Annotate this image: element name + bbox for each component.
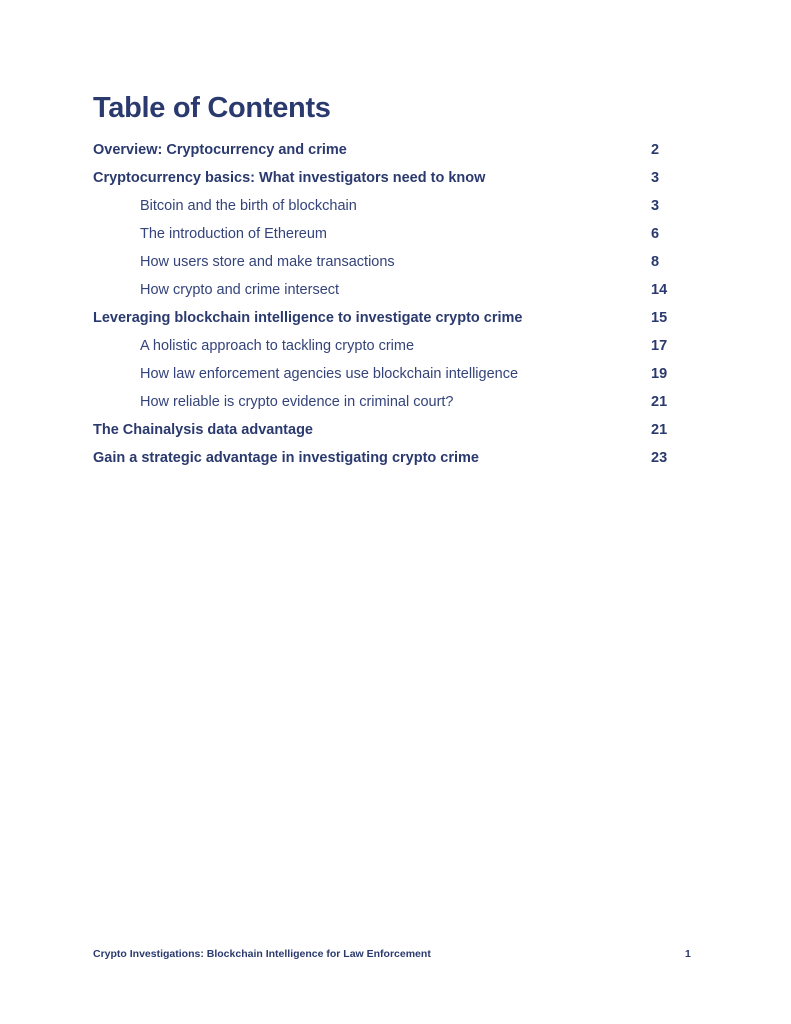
toc-entry[interactable] [0,305,791,333]
toc-subentry[interactable] [0,361,791,389]
toc-entry-label: Overview: Cryptocurrency and crime [93,142,347,158]
toc-subentry-page: 17 [651,338,668,354]
toc-subentry[interactable] [0,389,791,417]
toc-entry-page: 23 [651,450,668,466]
toc-subentry-label: How crypto and crime intersect [140,282,340,298]
toc-subentry-page: 14 [651,282,668,298]
toc-entry-label: Gain a strategic advantage in investigating crypto crime [93,450,479,466]
footer-page-number: 1 [685,948,691,960]
toc-subentry[interactable] [0,193,791,221]
toc-entry-page: 15 [651,310,668,326]
page-title: Table of Contents [93,92,331,124]
toc-subentry[interactable] [0,221,791,249]
toc-subentry-page: 19 [651,366,668,382]
toc-entry-label: Cryptocurrency basics: What investigators need to know [93,170,486,186]
toc-subentry[interactable] [0,249,791,277]
toc-entry-page: 2 [651,142,660,158]
toc-subentry-label: Bitcoin and the birth of blockchain [140,198,357,214]
toc-subentry-label: The introduction of Ethereum [140,226,327,242]
toc-subentry-page: 6 [651,226,660,242]
toc-subentry-label: A holistic approach to tackling crypto crime [140,338,415,354]
toc-entry-page: 3 [651,170,660,186]
toc-entry-label: The Chainalysis data advantage [93,422,313,438]
toc-entry[interactable] [0,165,791,193]
toc-subentry-page: 3 [651,198,660,214]
toc-subentry-page: 8 [651,254,660,270]
toc-subentry[interactable] [0,333,791,361]
toc-subentry[interactable] [0,277,791,305]
table-of-contents [0,137,791,473]
toc-entry-label: Leveraging blockchain intelligence to investigate crypto crime [93,310,523,326]
toc-entry[interactable] [0,417,791,445]
toc-subentry-page: 21 [651,394,668,410]
toc-subentry-label: How law enforcement agencies use blockchain intelligence [140,366,519,382]
toc-entry-page: 21 [651,422,668,438]
toc-entry[interactable] [0,445,791,473]
toc-subentry-label: How reliable is crypto evidence in criminal court? [140,394,454,410]
footer-document-title: Crypto Investigations: Blockchain Intelligence for Law Enforcement [93,948,431,960]
toc-entry[interactable] [0,137,791,165]
toc-subentry-label: How users store and make transactions [140,254,395,270]
